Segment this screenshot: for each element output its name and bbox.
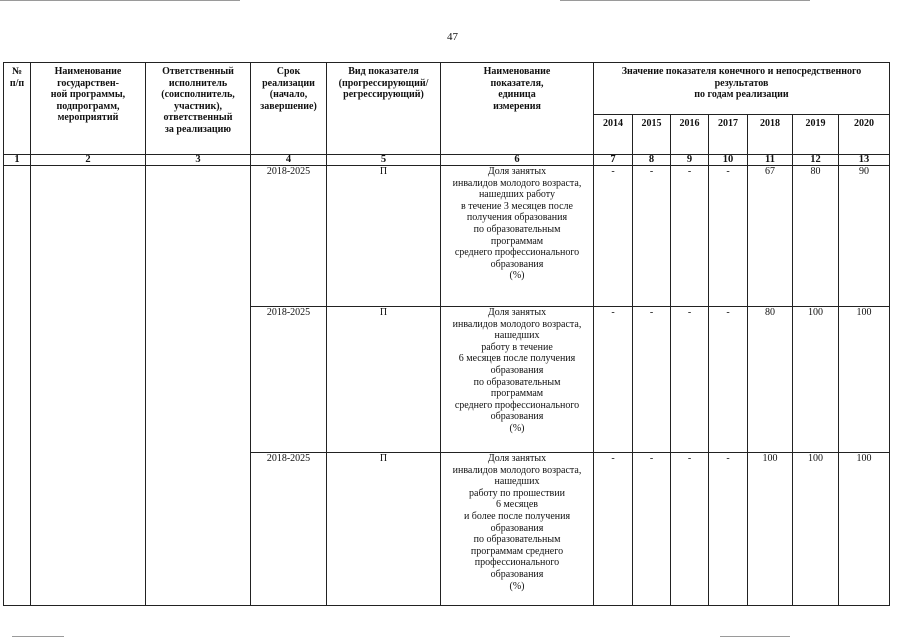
cell-value: - bbox=[594, 166, 633, 307]
cell-value: - bbox=[594, 307, 633, 453]
column-number: 6 bbox=[441, 155, 594, 166]
cell-kind: П bbox=[327, 166, 441, 307]
header-year: 2015 bbox=[633, 115, 671, 155]
header-year: 2019 bbox=[793, 115, 839, 155]
column-number: 2 bbox=[31, 155, 146, 166]
scan-top-line-left bbox=[0, 0, 240, 1]
cell-value: - bbox=[671, 166, 709, 307]
cell-value: - bbox=[709, 166, 748, 307]
header-num: № п/п bbox=[4, 63, 31, 155]
header-indicator-name: Наименование показателя, единица измерения bbox=[441, 63, 594, 155]
column-number: 7 bbox=[594, 155, 633, 166]
scan-top-line-right bbox=[560, 0, 810, 1]
header-year: 2014 bbox=[594, 115, 633, 155]
cell-kind: П bbox=[327, 453, 441, 606]
header-kind: Вид показателя (прогрессирующий/ регрессирующий) bbox=[327, 63, 441, 155]
scan-bottom-line-left bbox=[12, 636, 64, 637]
cell-value: - bbox=[633, 307, 671, 453]
cell-term: 2018-2025 bbox=[251, 166, 327, 307]
cell-num-empty bbox=[4, 166, 31, 606]
cell-value: - bbox=[671, 307, 709, 453]
header-responsible: Ответственный исполнитель (соисполнитель, участник), ответственный за реализацию bbox=[146, 63, 251, 155]
cell-term: 2018-2025 bbox=[251, 453, 327, 606]
column-number: 4 bbox=[251, 155, 327, 166]
cell-value: - bbox=[709, 453, 748, 606]
cell-value: 100 bbox=[839, 453, 890, 606]
column-number: 8 bbox=[633, 155, 671, 166]
column-number: 5 bbox=[327, 155, 441, 166]
cell-value: - bbox=[594, 453, 633, 606]
cell-program-empty bbox=[31, 166, 146, 606]
column-number: 12 bbox=[793, 155, 839, 166]
cell-value: 100 bbox=[793, 453, 839, 606]
header-year: 2016 bbox=[671, 115, 709, 155]
header-year: 2020 bbox=[839, 115, 890, 155]
header-program: Наименование государствен- ной программы, подпрограмм, мероприятий bbox=[31, 63, 146, 155]
cell-value: 100 bbox=[839, 307, 890, 453]
scan-bottom-line-right bbox=[720, 636, 790, 637]
cell-term: 2018-2025 bbox=[251, 307, 327, 453]
header-year: 2018 bbox=[748, 115, 793, 155]
column-number: 11 bbox=[748, 155, 793, 166]
cell-value: - bbox=[633, 166, 671, 307]
cell-value: - bbox=[671, 453, 709, 606]
cell-value: - bbox=[633, 453, 671, 606]
cell-value: - bbox=[709, 307, 748, 453]
column-number: 9 bbox=[671, 155, 709, 166]
cell-indicator-name: Доля занятых инвалидов молодого возраста, нашедших работу в течение 6 месяцев после получения образования по образовательным программам среднего профессионального образования (%) bbox=[441, 307, 594, 453]
header-term: Срок реализации (начало, завершение) bbox=[251, 63, 327, 155]
cell-value: 100 bbox=[793, 307, 839, 453]
cell-responsible-empty bbox=[146, 166, 251, 606]
cell-kind: П bbox=[327, 307, 441, 453]
column-number: 1 bbox=[4, 155, 31, 166]
cell-value: 100 bbox=[748, 453, 793, 606]
cell-indicator-name: Доля занятых инвалидов молодого возраста, нашедших работу по прошествии 6 месяцев и более после получения образования по образовательным программам среднего профессионального образования (%) bbox=[441, 453, 594, 606]
page-number: 47 bbox=[447, 31, 458, 43]
header-values-group: Значение показателя конечного и непосредственного результатов по годам реализации bbox=[594, 63, 890, 115]
table-row bbox=[4, 166, 890, 307]
column-number: 13 bbox=[839, 155, 890, 166]
cell-value: 67 bbox=[748, 166, 793, 307]
column-number: 10 bbox=[709, 155, 748, 166]
indicators-table bbox=[3, 62, 890, 606]
cell-value: 80 bbox=[748, 307, 793, 453]
cell-value: 80 bbox=[793, 166, 839, 307]
header-year: 2017 bbox=[709, 115, 748, 155]
cell-value: 90 bbox=[839, 166, 890, 307]
cell-indicator-name: Доля занятых инвалидов молодого возраста, нашедших работу в течение 3 месяцев после получения образования по образовательным программам среднего профессионального образования (%) bbox=[441, 166, 594, 307]
column-number: 3 bbox=[146, 155, 251, 166]
